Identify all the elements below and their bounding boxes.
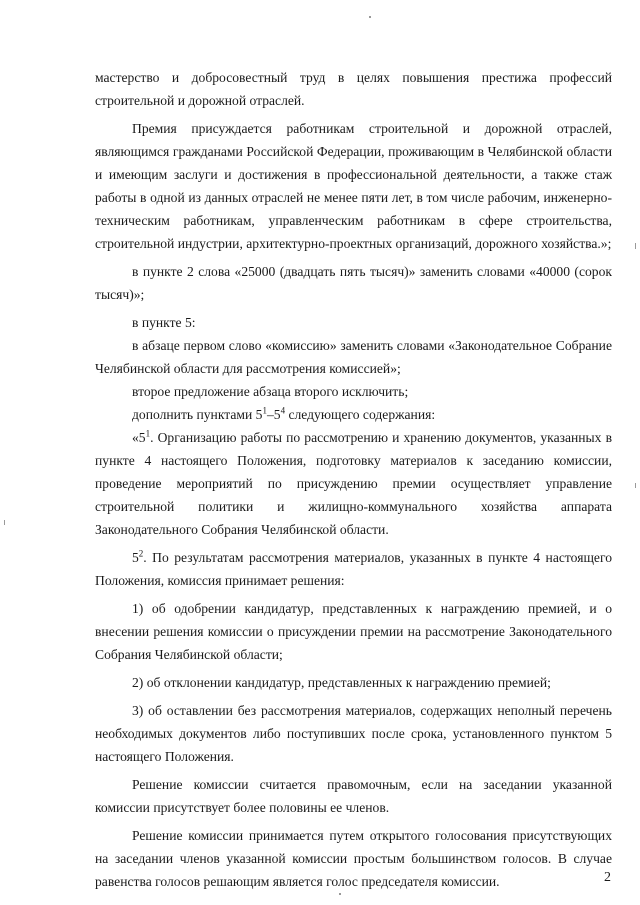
scan-speck [339, 893, 341, 895]
paragraph: мастерство и добросовестный труд в целях повышения престижа профессий строительной и дорожной отраслей. [95, 70, 612, 108]
paragraph: «$5^1$. Организацию работы по рассмотрению и хранению документов, указанных в пункте 4 настоящего Положения, подготовку материалов к заседанию комиссии, проведение мероприятий по присуждению премии осуществляет управление строительной политики и жилищно-коммунального хозяйства аппарата Законодательного Собрания Челябинской области. [95, 428, 612, 537]
scan-speck [4, 520, 5, 525]
scan-speck [635, 243, 636, 249]
paragraph: Премия присуждается работникам строительной и дорожной отраслей, являющимся гражданами Российской Федерации, проживающим в Челябинской области и имеющим заслуги и достижения в профессиональной деятельности, а также стаж работы в одной из данных отраслей не менее пяти лет, в том числе рабочим, инженерно-техническим работникам, управленческим работникам в сфере строительства, строительной индустрии, архитектурно-проектных организаций, дорожного хозяйства.»; [95, 121, 612, 251]
paragraph: 3) об оставлении без рассмотрения материалов, содержащих неполный перечень необходимых документов либо поступивших после срока, установленного пунктом 5 настоящего Положения. [95, 703, 612, 764]
paragraph: Решение комиссии принимается путем открытого голосования присутствующих на заседании членов указанной комиссии простым большинством голосов. В случае равенства голосов решающим является голос председателя комиссии. [95, 828, 612, 889]
paragraph: в пункте 5: [132, 315, 196, 330]
document-body [95, 66, 612, 893]
scan-speck [369, 16, 371, 18]
paragraph: в пункте 2 слова «25000 (двадцать пять тысяч)» заменить словами «40000 (сорок тысяч)»; [95, 264, 612, 302]
paragraph: 1) об одобрении кандидатур, представленных к награждению премией, и о внесении решения комиссии о присуждении премии на рассмотрение Законодательного Собрания Челябинской области; [95, 601, 612, 662]
paragraph: Решение комиссии считается правомочным, если на заседании указанной комиссии присутствует более половины ее членов. [95, 777, 612, 815]
paragraph: 2) об отклонении кандидатур, представленных к награждению премией; [132, 675, 551, 690]
scan-speck [635, 483, 636, 488]
paragraph: в абзаце первом слово «комиссию» заменить словами «Законодательное Собрание Челябинской области для рассмотрения комиссией»; [95, 338, 612, 376]
paragraph: дополнить пунктами $5^1-5^4$ следующего содержания: [132, 405, 436, 422]
paragraph: $5^2$. По результатам рассмотрения материалов, указанных в пункте 4 настоящего Положения, комиссия принимает решения: [95, 548, 612, 588]
page-number: 2 [604, 870, 611, 885]
paragraph: второе предложение абзаца второго исключить; [132, 384, 409, 399]
